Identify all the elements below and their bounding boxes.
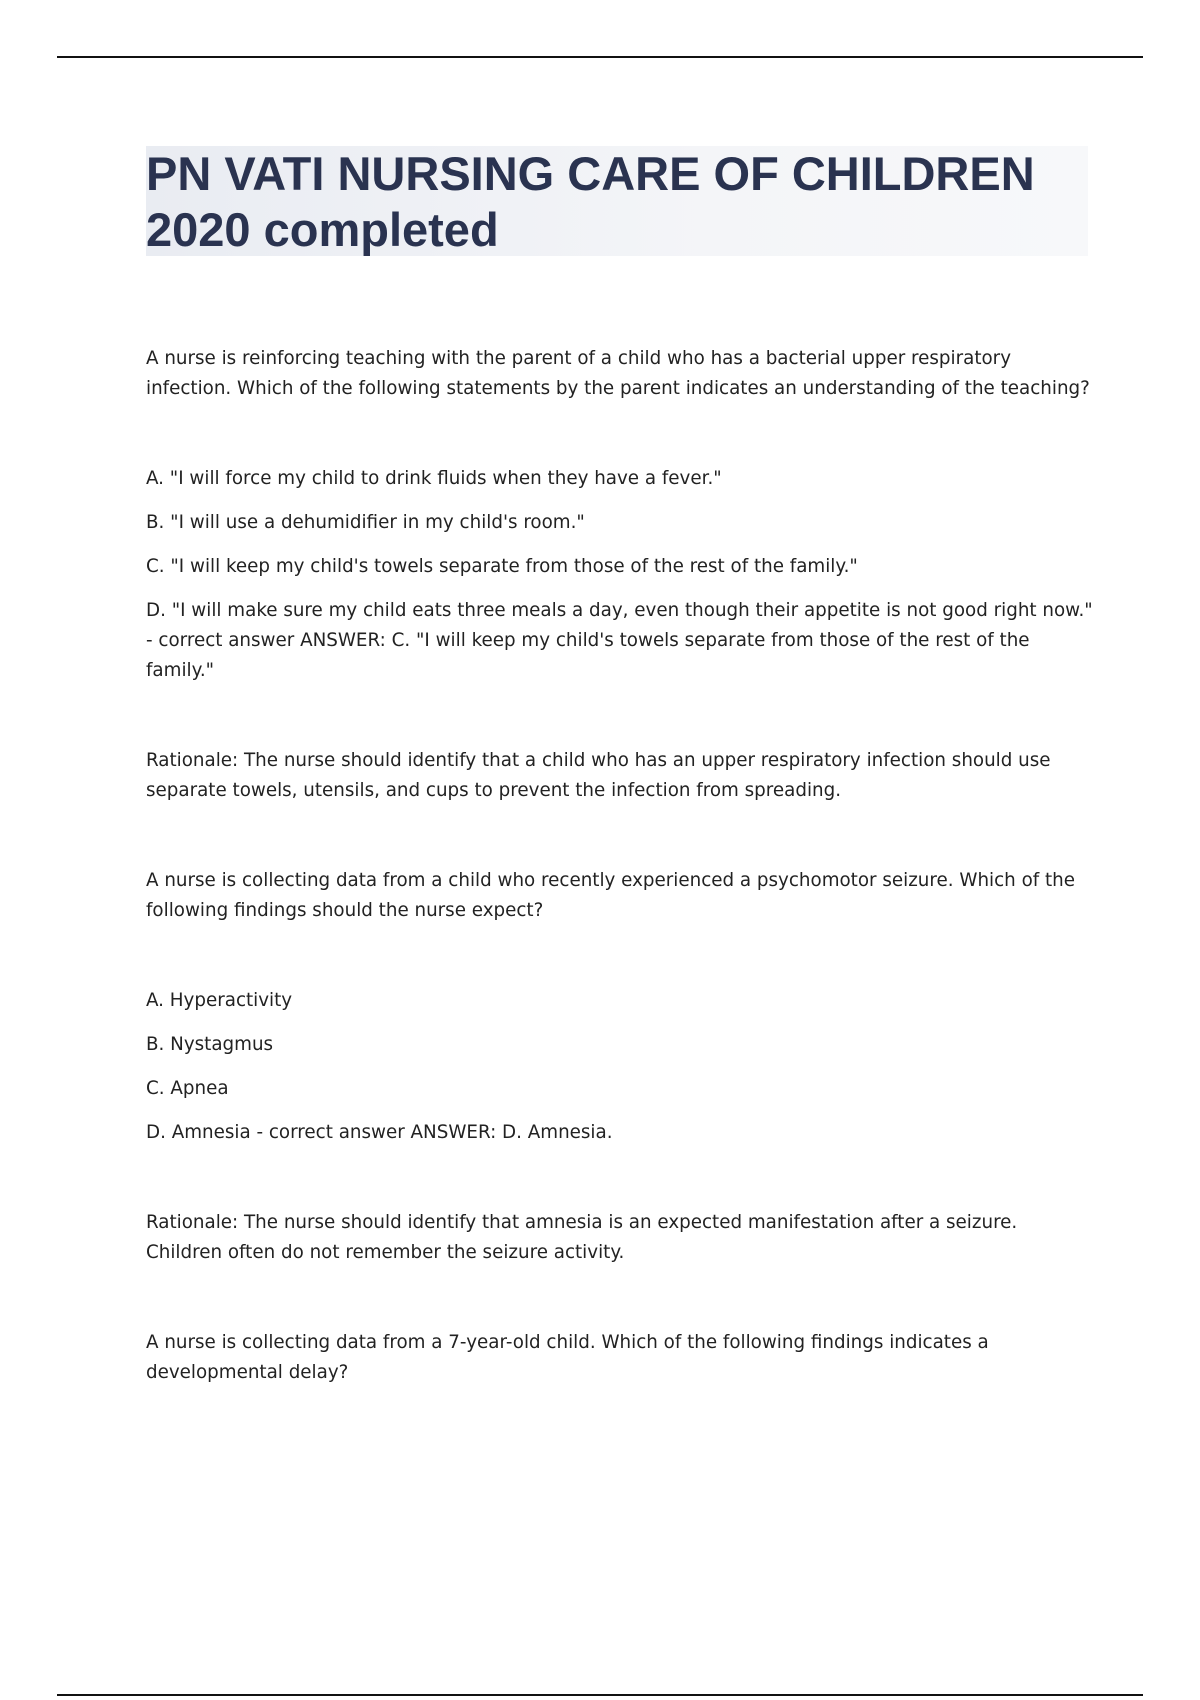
question-1-stem: A nurse is reinforcing teaching with the parent of a child who has a bacterial upper respiratory infection. Which of the following statements by the parent indicates an understanding of the teaching? [146, 348, 1090, 399]
question-2-option-d-answer: D. Amnesia - correct answer ANSWER: D. Amnesia. [146, 1122, 613, 1143]
question-2-rationale: Rationale: The nurse should identify that amnesia is an expected manifestation after a seizure. Children often do not remember the seizure activity. [146, 1212, 1018, 1263]
question-2-option-b: B. Nystagmus [146, 1034, 274, 1055]
question-2-option-a: A. Hyperactivity [146, 990, 293, 1011]
question-3-stem: A nurse is collecting data from a 7-year-old child. Which of the following findings indicates a developmental delay? [146, 1332, 989, 1383]
question-1-option-a: A. "I will force my child to drink fluids when they have a fever." [146, 468, 722, 489]
document-title: PN VATI NURSING CARE OF CHILDREN 2020 completed [146, 147, 1035, 256]
question-1-option-b: B. "I will use a dehumidifier in my child's room." [146, 512, 585, 533]
document-body [146, 344, 1096, 1388]
bottom-rule [57, 1694, 1143, 1696]
question-1-option-d-answer: D. "I will make sure my child eats three meals a day, even though their appetite is not good right now." - correct answer ANSWER: C. "I will keep my child's towels separate from those of the rest of the family." [146, 600, 1093, 681]
top-rule [57, 56, 1143, 58]
question-1-rationale: Rationale: The nurse should identify that a child who has an upper respiratory infection should use separate towels, utensils, and cups to prevent the infection from spreading. [146, 750, 1051, 801]
question-2-stem: A nurse is collecting data from a child who recently experienced a psychomotor seizure. Which of the following findings should the nurse expect? [146, 870, 1076, 921]
question-2-option-c: C. Apnea [146, 1078, 229, 1099]
question-1-option-c: C. "I will keep my child's towels separate from those of the rest of the family." [146, 556, 858, 577]
